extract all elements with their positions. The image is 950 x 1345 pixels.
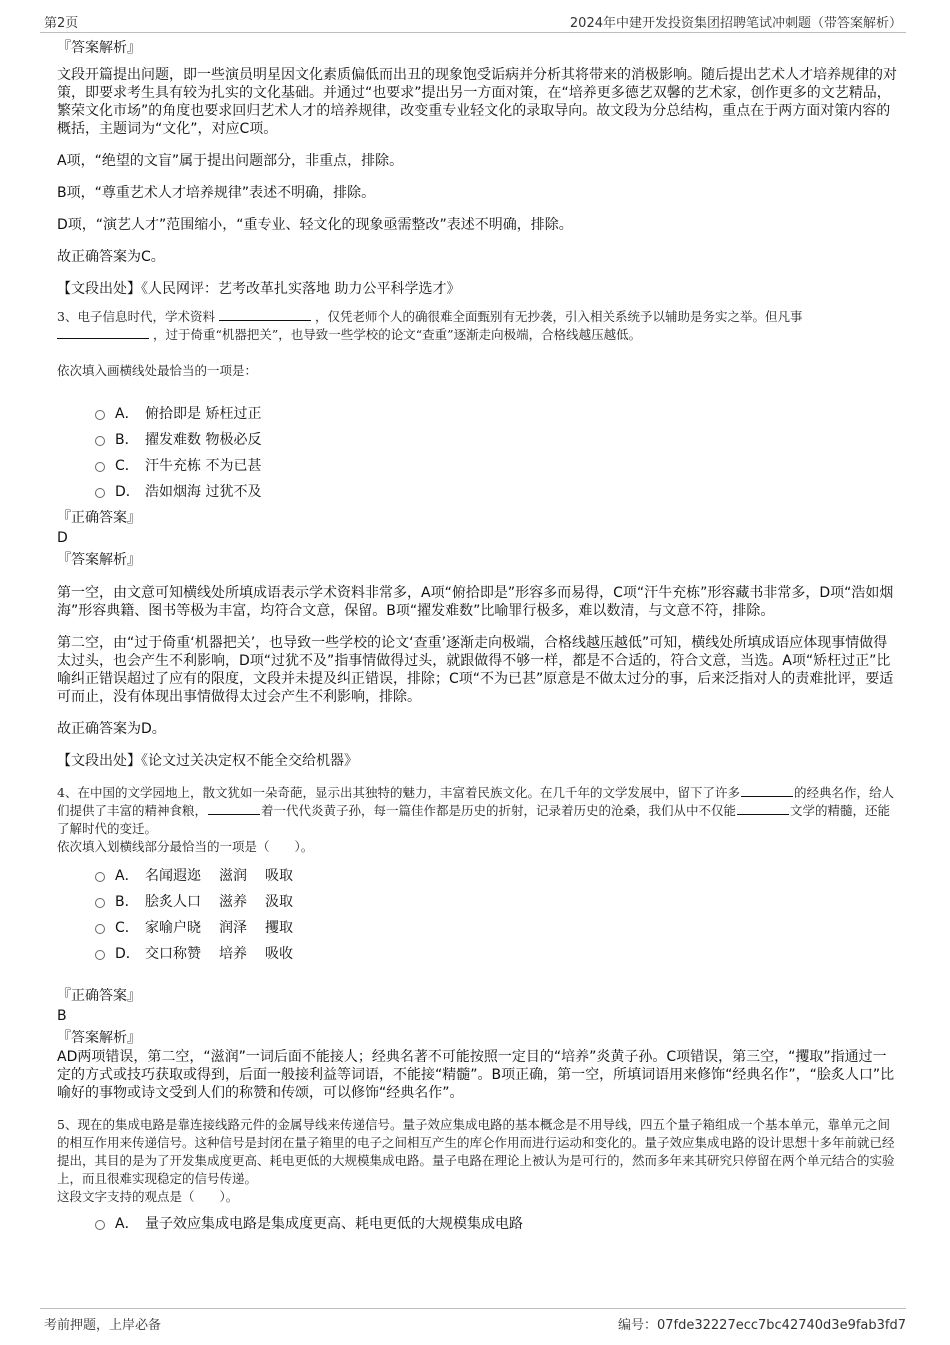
radio-icon[interactable] xyxy=(95,950,105,960)
page-number: 第2页 xyxy=(44,16,79,31)
radio-icon[interactable] xyxy=(95,462,105,472)
q4-option-a[interactable]: A． 名闻遐迩 滋润 吸取 xyxy=(95,862,900,888)
q4-option-d[interactable]: D． 交口称赞 培养 吸收 xyxy=(95,940,900,966)
q3-analysis-para: 故正确答案为D。 xyxy=(57,721,166,737)
q2-analysis-para: D项，“演艺人才”范围缩小，“重专业、轻文化的现象亟需整改”表述不明确，排除。 xyxy=(57,217,573,233)
document-id: 编号：07fde32227ecc7bc42740d3e9fab3fd7 xyxy=(618,1318,906,1333)
q2-analysis-para: B项，“尊重艺术人才培养规律”表述不明确，排除。 xyxy=(57,185,376,201)
q2-analysis-label: 『答案解析』 xyxy=(57,40,141,56)
radio-icon[interactable] xyxy=(95,488,105,498)
q2-analysis-para: 文段开篇提出问题，即一些演员明星因文化素质偏低而出丑的现象饱受诟病并分析其将带来的消极影响。随后提出艺术人才培养规律的对策，即要求考生具有较为扎实的文化基础。并通过“也要求”提出另一方面对策，在“培养更多德艺双馨的艺术家，创作更多的文艺精品，繁荣文化市场”的角度也要求回归艺术人才的培养规律，改变重专业轻文化的录取导向。故文段为分总结构，重点在于两方面对策内容的概括，主题词为“文化”，对应C项。 xyxy=(57,67,897,137)
q3-option-a[interactable]: A． 俯拾即是 矫枉过正 xyxy=(95,400,900,426)
fill-blank xyxy=(219,309,311,321)
footer-slogan: 考前押题，上岸必备 xyxy=(44,1318,162,1333)
q3-options xyxy=(95,400,900,504)
q3-analysis-label: 『答案解析』 xyxy=(57,552,141,568)
document-title: 2024年中建开发投资集团招聘笔试冲刺题（带答案解析） xyxy=(569,16,902,31)
radio-icon[interactable] xyxy=(95,898,105,908)
q4-answer-label: 『正确答案』 xyxy=(57,988,141,1004)
fill-blank xyxy=(208,803,260,815)
q4-option-c[interactable]: C． 家喻户晓 润泽 攫取 xyxy=(95,914,900,940)
q4-option-b[interactable]: B． 脍炙人口 滋养 汲取 xyxy=(95,888,900,914)
q5-option-a[interactable]: A． 量子效应集成电路是集成度更高、耗电更低的大规模集成电路 xyxy=(95,1210,900,1236)
fill-blank xyxy=(741,785,793,797)
q3-option-b[interactable]: B． 擢发难数 物极必反 xyxy=(95,426,900,452)
fill-blank xyxy=(57,327,149,339)
q3-option-c[interactable]: C． 汗牛充栋 不为已甚 xyxy=(95,452,900,478)
q4-answer: B xyxy=(57,1008,67,1024)
page-footer xyxy=(40,1308,906,1335)
q5-stem: 5、现在的集成电路是靠连接线路元件的金属导线来传递信号。量子效应集成电路的基本概念是不用导线，四五个量子箱组成一个基本单元，靠单元之间的相互作用来传递信号。这种信号是封闭在量子箱里的电子之间相互产生的库仑作用而进行运动和变化的。量子效应集成电路的设计思想十多年前就已经提出，其目的是为了开发集成度更高、耗电更低的大规模集成电路。量子电路在理论上被认为是可行的，然而多年来其研究只停留在两个单元结合的实验上，而且很难实现稳定的信号传递。 xyxy=(57,1117,895,1186)
q4-options xyxy=(95,862,900,966)
q2-source: 【文段出处】《人民网评：艺考改革扎实落地 助力公平科学选才》 xyxy=(57,281,461,297)
q3-answer-label: 『正确答案』 xyxy=(57,510,141,526)
radio-icon[interactable] xyxy=(95,1220,105,1230)
q3-source: 【文段出处】《论文过关决定权不能全交给机器》 xyxy=(57,753,358,769)
document-body xyxy=(57,38,900,1236)
q3-analysis-para: 第一空，由文意可知横线处所填成语表示学术资料非常多，A项“俯拾即是”形容多而易得，C项“汗牛充栋”形容藏书非常多，D项“浩如烟海”形容典籍、图书等极为丰富，均符合文意，保留。B项“擢发难数”比喻罪行极多，难以数清，与文意不符，排除。 xyxy=(57,585,894,619)
q4-analysis-label: 『答案解析』 xyxy=(57,1030,141,1046)
q2-analysis-para: 故正确答案为C。 xyxy=(57,249,165,265)
q4-stem: 4、在中国的文学园地上，散文犹如一朵奇葩，显示出其独特的魅力，丰富着民族文化。在几千年的文学发展中，留下了许多 的经典名作，给人们提供了丰富的精神食粮， 着一代代炎黄子孙，每一篇佳作都是历史的折射，记录着历史的沧桑，我们从中不仅能 文学的精髓，还能了解时代的变迁。 xyxy=(57,785,894,836)
radio-icon[interactable] xyxy=(95,436,105,446)
q3-prompt: 依次填入画横线处最恰当的一项是： xyxy=(57,363,258,378)
q3-option-d[interactable]: D． 浩如烟海 过犹不及 xyxy=(95,478,900,504)
q3-stem: 3、电子信息时代，学术资料 ，仅凭老师个人的确很难全面甄别有无抄袭，引入相关系统予以辅助是务实之举。但凡事 ，过于倚重“机器把关”，也导致一些学校的论文“查重”逐渐走向极端，合格线越压越低。 xyxy=(57,309,803,342)
q4-prompt: 依次填入划横线部分最恰当的一项是（ ）。 xyxy=(57,839,314,854)
fill-blank xyxy=(737,803,789,815)
radio-icon[interactable] xyxy=(95,872,105,882)
page-header xyxy=(40,10,906,33)
q3-answer: D xyxy=(57,530,68,546)
q3-analysis-para: 第二空，由“过于倚重‘机器把关’，也导致一些学校的论文‘查重’逐渐走向极端，合格线越压越低”可知，横线处所填成语应体现事情做得太过头，也会产生不利影响，D项“过犹不及”指事情做得过头，就跟做得不够一样，都是不合适的，符合文意，当选。A项“矫枉过正”比喻纠正错误超过了应有的限度，文段并未提及纠正错误，排除；C项“不为已甚”原意是不做太过分的事，后来泛指对人的责难批评，要适可而止，没有体现出事情做得太过会产生不利影响，排除。 xyxy=(57,635,894,705)
radio-icon[interactable] xyxy=(95,410,105,420)
q4-analysis-para: AD两项错误，第二空，“滋润”一词后面不能接人；经典名著不可能按照一定目的“培养”炎黄子孙。C项错误，第三空，“攫取”指通过一定的方式或技巧获取或得到，后面一般接利益等词语，不能接“精髓”。B项正确，第一空，所填词语用来修饰“经典名作”，“脍炙人口”比喻好的事物或诗文受到人们的称赞和传颂，可以修饰“经典名作”。 xyxy=(57,1049,895,1101)
q2-analysis-para: A项，“绝望的文盲”属于提出问题部分，非重点，排除。 xyxy=(57,153,404,169)
q5-prompt: 这段文字支持的观点是（ ）。 xyxy=(57,1189,239,1204)
q5-options xyxy=(95,1210,900,1236)
radio-icon[interactable] xyxy=(95,924,105,934)
